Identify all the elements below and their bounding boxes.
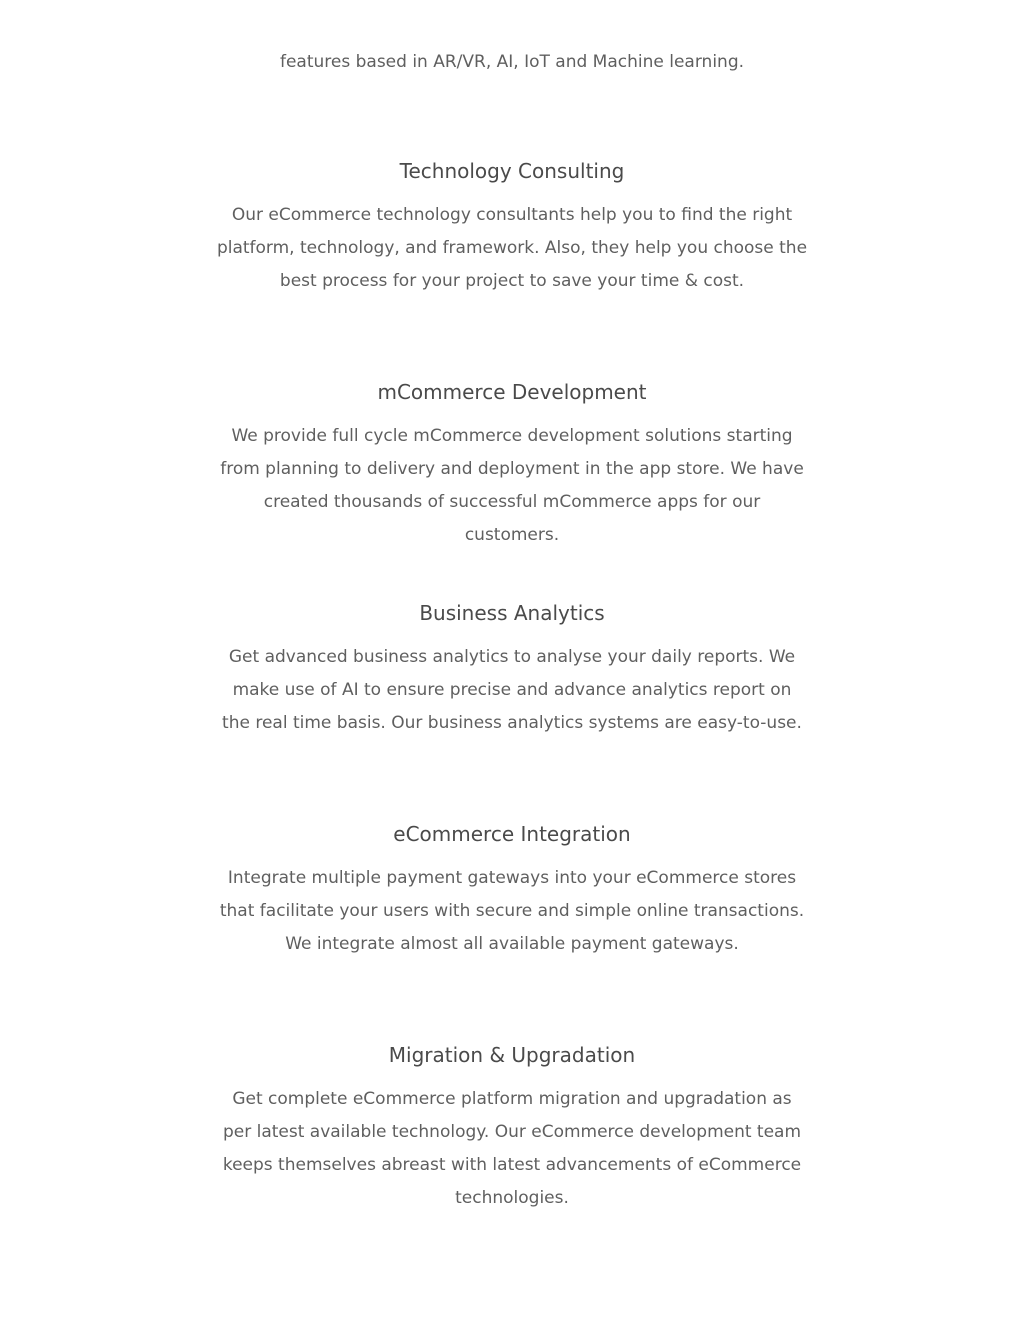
- service-technology-consulting: [200, 158, 824, 298]
- service-title: Migration & Upgradation: [388, 1043, 636, 1067]
- service-description: Get complete eCommerce platform migration and upgradation as per latest available technology. Our eCommerce development team keeps themselves abreast with latest advancements of eCommerce technologies.: [222, 1089, 802, 1208]
- service-title: Technology Consulting: [399, 159, 625, 183]
- service-description: We provide full cycle mCommerce development solutions starting from planning to delivery and deployment in the app store. We have created thousands of successful mCommerce apps for our customers.: [220, 426, 804, 545]
- service-title: mCommerce Development: [377, 380, 647, 404]
- service-business-analytics: [200, 600, 824, 740]
- service-title: Business Analytics: [419, 601, 605, 625]
- service-description: Our eCommerce technology consultants help you to find the right platform, technology, and framework. Also, they help you choose the best process for your project to save your time & cost.: [216, 205, 808, 291]
- intro-text-tail: features based in AR/VR, AI, IoT and Machine learning.: [279, 52, 745, 72]
- service-description: Get advanced business analytics to analyse your daily reports. We make use of AI to ensure precise and advance analytics report on the real time basis. Our business analytics systems are easy-to-use.: [222, 647, 802, 733]
- service-description: Integrate multiple payment gateways into your eCommerce stores that facilitate your users with secure and simple online transactions. We integrate almost all available payment gateways.: [219, 868, 805, 954]
- service-mcommerce-development: [200, 379, 824, 552]
- service-title: eCommerce Integration: [393, 822, 631, 846]
- service-ecommerce-integration: [200, 821, 824, 961]
- service-migration-upgradation: [200, 1042, 824, 1215]
